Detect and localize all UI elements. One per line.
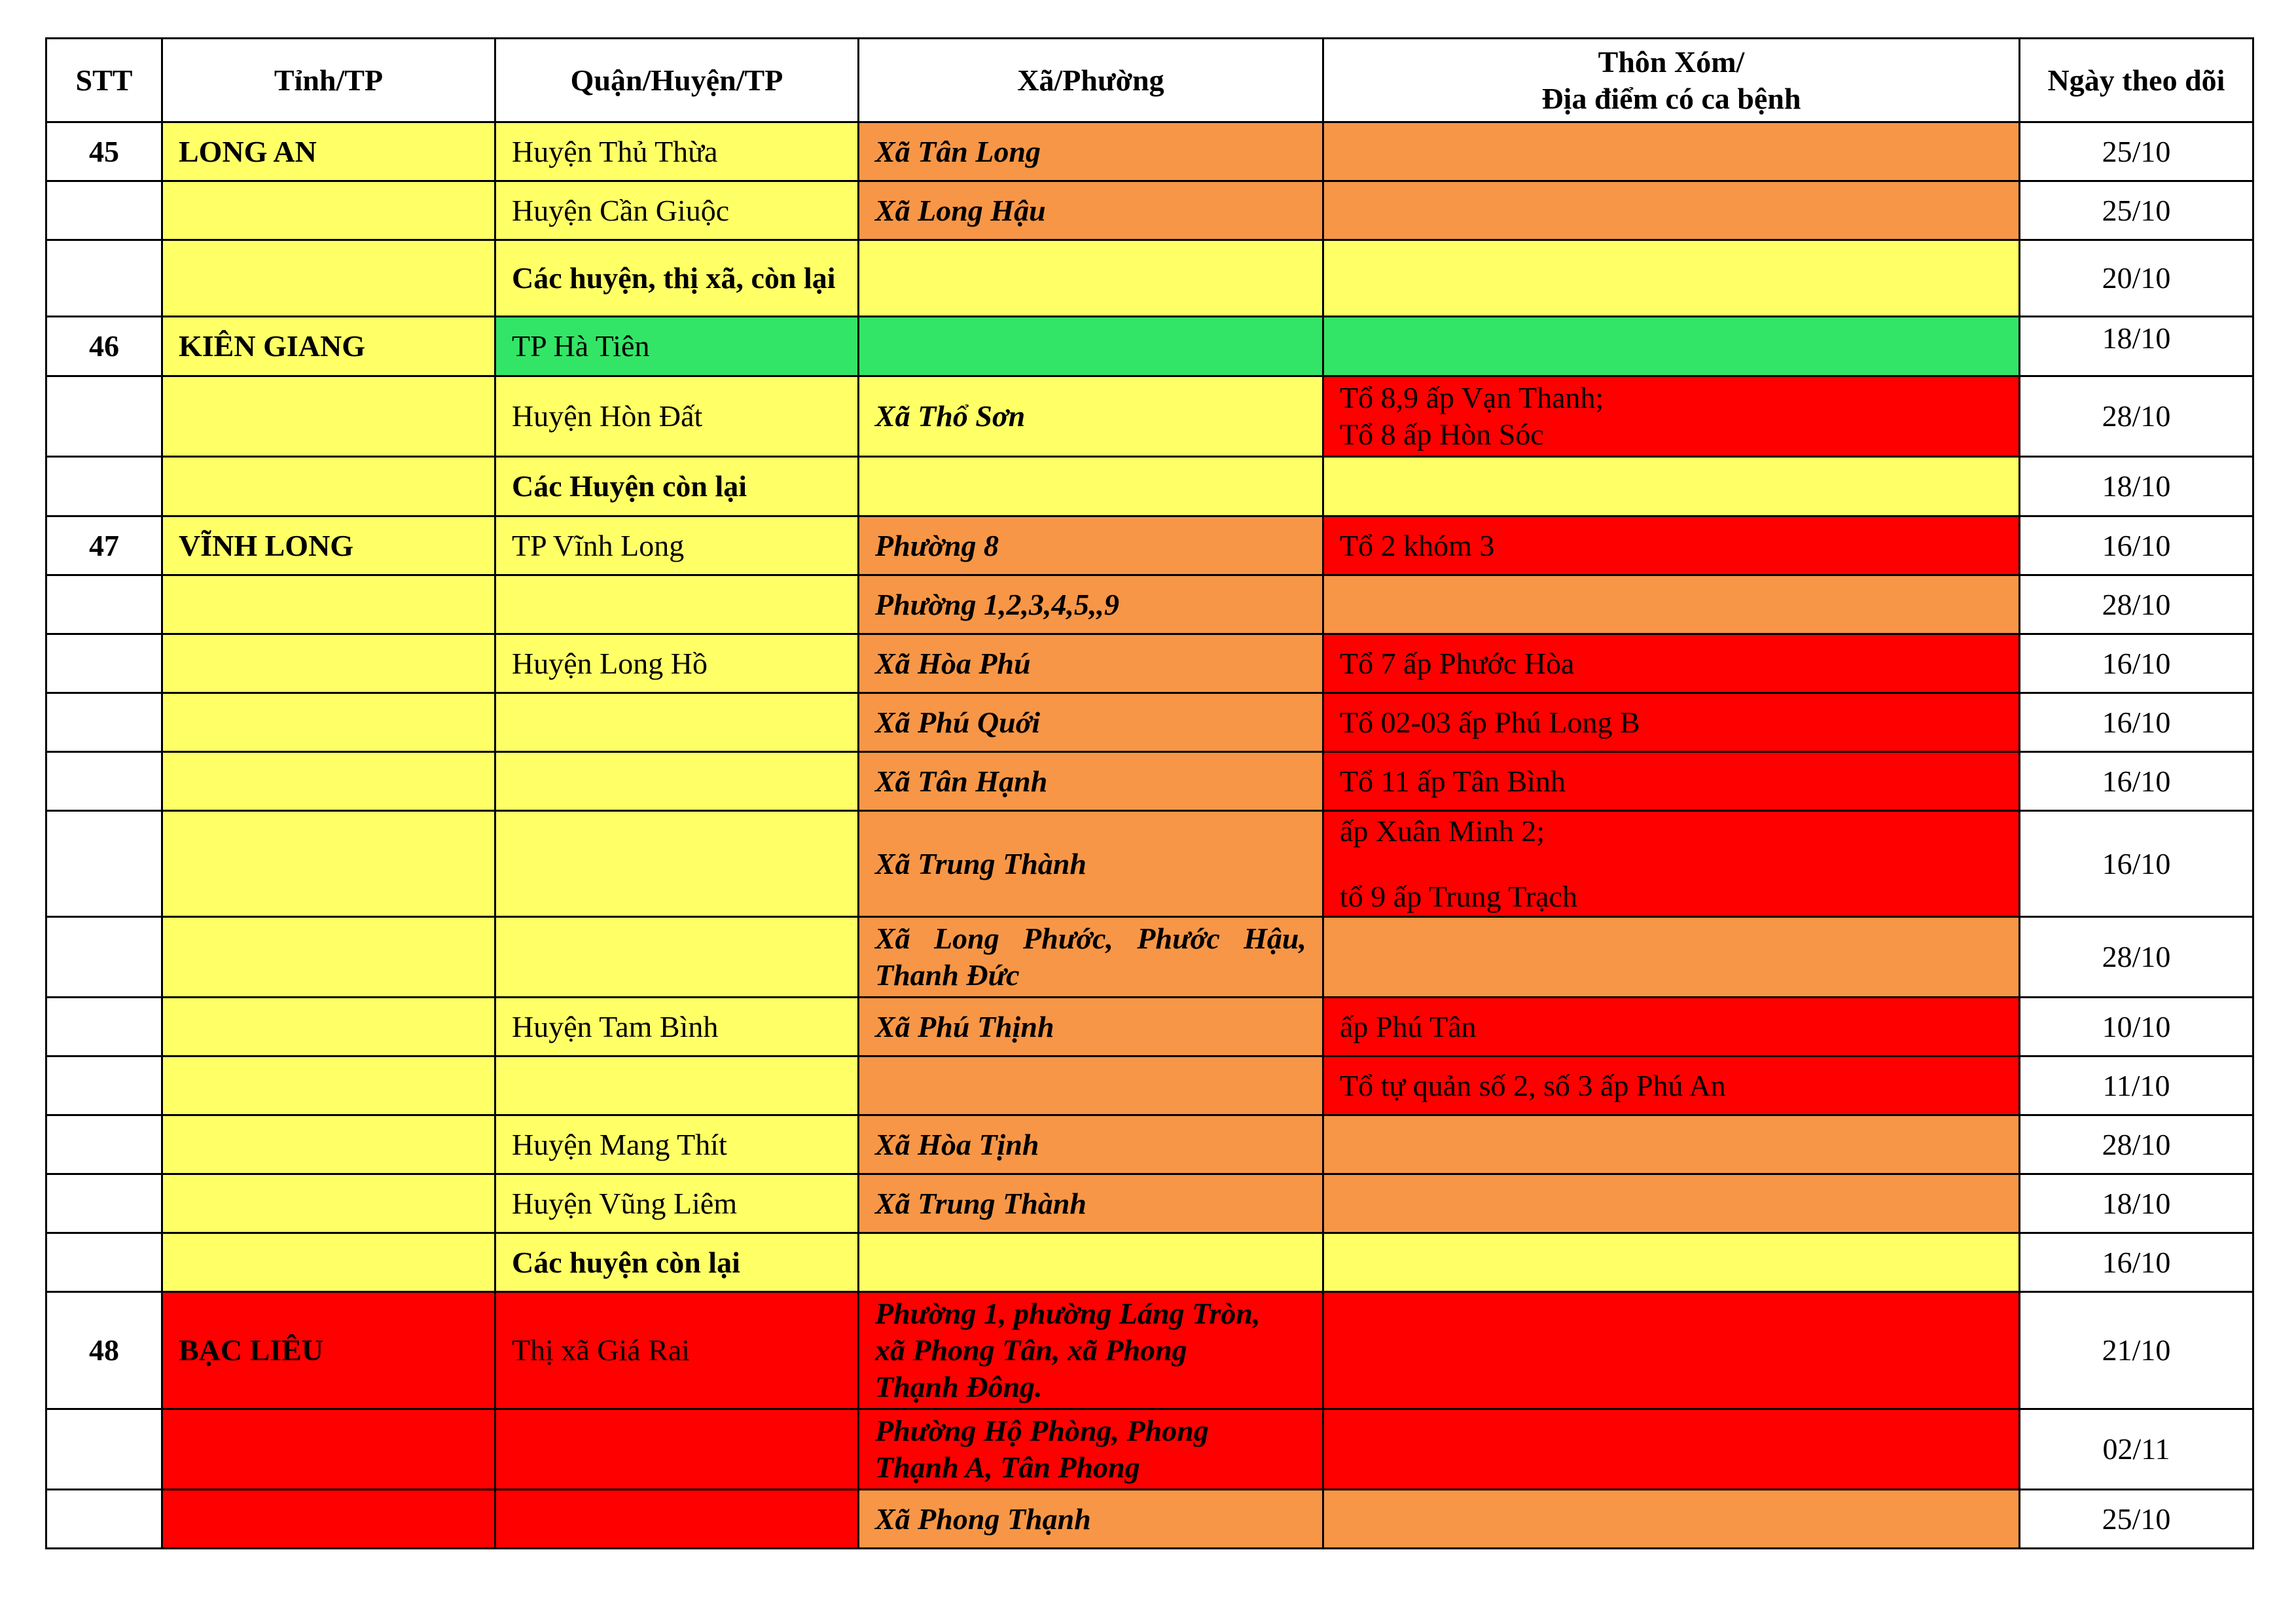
cell-thon [1323,317,2020,376]
cell-tinh [162,998,495,1056]
cell-thon: Tổ 02-03 ấp Phú Long B [1323,693,2020,752]
cell-thon-line: tổ 9 ấp Trung Trạch [1340,879,1577,913]
cell-xa: Xã Tân Long [859,122,1323,181]
cell-tinh [162,752,495,811]
cell-stt [46,181,162,240]
cell-thon [1323,181,2020,240]
cell-thon: Tổ 2 khóm 3 [1323,516,2020,575]
cell-huyen [495,693,859,752]
cell-tinh [162,693,495,752]
cell-xa: Xã Phú Quới [859,693,1323,752]
cell-ngay: 16/10 [2020,693,2253,752]
cell-xa [859,240,1323,317]
cell-ngay: 21/10 [2020,1292,2253,1409]
cell-stt [46,752,162,811]
cell-tinh [162,811,495,917]
col-header-stt: STT [46,39,162,122]
table-row [46,181,2253,240]
cell-thon [1323,917,2020,998]
cell-xa: Phường 8 [859,516,1323,575]
cell-huyen [495,917,859,998]
cell-thon [1323,457,2020,516]
cell-thon [1323,1292,2020,1409]
cell-xa-line: Phường 1, phường Láng Tròn, [875,1297,1261,1330]
cell-stt [46,457,162,516]
cell-thon [1323,240,2020,317]
cell-ngay: 16/10 [2020,811,2253,917]
cell-stt [46,1409,162,1490]
cell-huyen: TP Vĩnh Long [495,516,859,575]
cell-huyen: Các huyện, thị xã, còn lại [495,240,859,317]
cell-huyen [495,811,859,917]
cell-xa: Xã Tân Hạnh [859,752,1323,811]
cell-tinh [162,376,495,457]
cell-ngay: 16/10 [2020,634,2253,693]
table-row [46,1409,2253,1490]
cell-stt [46,693,162,752]
cell-ngay: 16/10 [2020,516,2253,575]
cell-xa [859,1292,1323,1409]
cell-thon [1323,1490,2020,1549]
table-row [46,917,2253,998]
cell-tinh [162,240,495,317]
cell-ngay: 28/10 [2020,1115,2253,1174]
cell-ngay: 28/10 [2020,376,2253,457]
col-header-xa: Xã/Phường [859,39,1323,122]
cell-xa: Xã Long Hậu [859,181,1323,240]
table-row [46,1490,2253,1549]
col-header-ngay: Ngày theo dõi [2020,39,2253,122]
cell-stt: 47 [46,516,162,575]
cell-xa-line: Thanh Đức [875,958,1020,992]
cell-huyen [495,1409,859,1490]
cell-huyen [495,752,859,811]
cell-tinh [162,1233,495,1292]
table-row [46,1174,2253,1233]
cell-ngay: 28/10 [2020,917,2253,998]
cell-tinh: BẠC LIÊU [162,1292,495,1409]
cell-xa: Xã Phú Thịnh [859,998,1323,1056]
cell-tinh [162,1174,495,1233]
table-row [46,811,2253,917]
table-row [46,1056,2253,1115]
cell-xa [859,917,1323,998]
table-row [46,1292,2253,1409]
cell-ngay: 10/10 [2020,998,2253,1056]
cell-huyen: TP Hà Tiên [495,317,859,376]
cell-tinh: VĨNH LONG [162,516,495,575]
col-header-thon [1323,39,2020,122]
cell-tinh [162,1115,495,1174]
cell-tinh [162,1409,495,1490]
cell-thon-line: ấp Xuân Minh 2; [1340,814,1545,848]
cell-huyen: Huyện Tam Bình [495,998,859,1056]
cell-ngay: 25/10 [2020,181,2253,240]
cell-ngay: 20/10 [2020,240,2253,317]
cell-ngay: 16/10 [2020,752,2253,811]
cell-stt [46,1490,162,1549]
cell-xa [859,1056,1323,1115]
table-row [46,317,2253,376]
cell-ngay: 18/10 [2020,457,2253,516]
table-row [46,516,2253,575]
cell-stt: 46 [46,317,162,376]
cell-huyen: Huyện Mang Thít [495,1115,859,1174]
cell-ngay: 28/10 [2020,575,2253,634]
cell-tinh [162,457,495,516]
cell-huyen [495,1490,859,1549]
cell-xa-line: Thạnh A, Tân Phong [875,1451,1140,1484]
cell-tinh [162,1490,495,1549]
header-row [46,39,2253,122]
cell-xa: Xã Trung Thành [859,1174,1323,1233]
cell-xa [859,1233,1323,1292]
cell-tinh [162,181,495,240]
cell-tinh [162,917,495,998]
cell-xa [859,1409,1323,1490]
cell-thon [1323,575,2020,634]
cell-stt: 45 [46,122,162,181]
cell-stt [46,634,162,693]
cell-huyen: Huyện Cần Giuộc [495,181,859,240]
cell-stt [46,240,162,317]
cell-ngay: 18/10 [2020,317,2253,376]
table-row [46,575,2253,634]
cell-ngay: 11/10 [2020,1056,2253,1115]
area-monitoring-table [45,37,2254,1549]
cell-ngay: 25/10 [2020,122,2253,181]
cell-stt [46,1174,162,1233]
cell-thon [1323,1174,2020,1233]
cell-stt [46,917,162,998]
cell-stt [46,1056,162,1115]
cell-thon: Tổ 11 ấp Tân Bình [1323,752,2020,811]
cell-xa-line: xã Phong Tân, xã Phong [875,1333,1187,1367]
cell-stt [46,998,162,1056]
cell-tinh [162,634,495,693]
col-header-tinh: Tỉnh/TP [162,39,495,122]
cell-tinh: KIÊN GIANG [162,317,495,376]
cell-thon: Tổ tự quản số 2, số 3 ấp Phú An [1323,1056,2020,1115]
cell-stt [46,575,162,634]
cell-huyen: Huyện Hòn Đất [495,376,859,457]
col-header-thon-line1: Thôn Xóm/ [1598,45,1745,79]
cell-xa-line: Phường Hộ Phòng, Phong [875,1414,1209,1447]
table-row [46,1233,2253,1292]
cell-thon-line: Tổ 8 ấp Hòn Sóc [1340,418,1544,451]
cell-ngay: 16/10 [2020,1233,2253,1292]
cell-huyen [495,575,859,634]
cell-tinh [162,575,495,634]
cell-xa: Xã Thổ Sơn [859,376,1323,457]
cell-huyen: Các Huyện còn lại [495,457,859,516]
cell-thon [1323,376,2020,457]
cell-huyen: Các huyện còn lại [495,1233,859,1292]
cell-thon [1323,1233,2020,1292]
table-row [46,752,2253,811]
table-row [46,634,2253,693]
document-page [45,37,2252,1534]
cell-huyen: Huyện Long Hồ [495,634,859,693]
cell-huyen: Huyện Thủ Thừa [495,122,859,181]
cell-stt [46,376,162,457]
cell-thon [1323,122,2020,181]
cell-thon: ấp Phú Tân [1323,998,2020,1056]
col-header-huyen: Quận/Huyện/TP [495,39,859,122]
cell-stt [46,811,162,917]
cell-xa: Xã Phong Thạnh [859,1490,1323,1549]
table-row [46,457,2253,516]
cell-xa-line: Xã Long Phước, Phước Hậu, [875,922,1306,955]
cell-thon [1323,811,2020,917]
cell-stt [46,1233,162,1292]
cell-stt: 48 [46,1292,162,1409]
cell-thon [1323,1115,2020,1174]
cell-huyen [495,1056,859,1115]
table-row [46,1115,2253,1174]
cell-xa: Xã Hòa Phú [859,634,1323,693]
cell-xa-line: Thạnh Đông. [875,1370,1043,1403]
cell-tinh: LONG AN [162,122,495,181]
cell-xa: Xã Trung Thành [859,811,1323,917]
cell-ngay: 02/11 [2020,1409,2253,1490]
table-row [46,376,2253,457]
cell-xa: Xã Hòa Tịnh [859,1115,1323,1174]
table-row [46,122,2253,181]
cell-thon: Tổ 7 ấp Phước Hòa [1323,634,2020,693]
cell-ngay: 25/10 [2020,1490,2253,1549]
cell-stt [46,1115,162,1174]
col-header-thon-line2: Địa điểm có ca bệnh [1541,81,1801,115]
cell-thon-line: Tổ 8,9 ấp Vạn Thanh; [1340,381,1604,414]
cell-huyen: Thị xã Giá Rai [495,1292,859,1409]
cell-thon [1323,1409,2020,1490]
cell-huyen: Huyện Vũng Liêm [495,1174,859,1233]
cell-ngay: 18/10 [2020,1174,2253,1233]
table-row [46,693,2253,752]
cell-xa: Phường 1,2,3,4,5,,9 [859,575,1323,634]
table-row [46,240,2253,317]
table-row [46,998,2253,1056]
cell-xa [859,457,1323,516]
cell-xa [859,317,1323,376]
cell-tinh [162,1056,495,1115]
